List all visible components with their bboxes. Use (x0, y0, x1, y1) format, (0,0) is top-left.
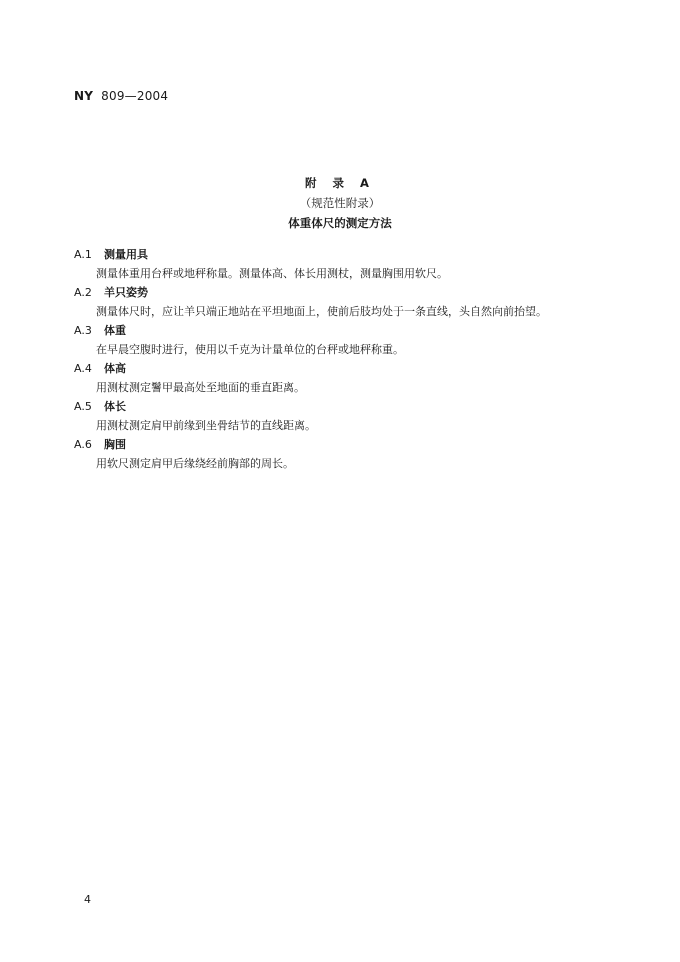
section-number: A.1 (74, 248, 92, 261)
section-heading (74, 435, 614, 454)
section-heading (74, 397, 614, 416)
section-number: A.4 (74, 362, 92, 375)
section-number: A.6 (74, 438, 92, 451)
appendix-title-block (0, 173, 680, 233)
section-number: A.2 (74, 286, 92, 299)
section-heading (74, 359, 614, 378)
section-a4 (74, 359, 614, 397)
page-number: 4 (84, 893, 91, 906)
section-a3 (74, 321, 614, 359)
standard-prefix: NY (74, 89, 94, 103)
section-title: 胸围 (104, 438, 126, 451)
section-body: 测量体重用台秤或地秤称量。测量体高、体长用测杖，测量胸围用软尺。 (96, 267, 448, 280)
section-body: 用测杖测定肩甲前缘到坐骨结节的直线距离。 (96, 419, 316, 432)
section-a1 (74, 245, 614, 283)
standard-code (74, 89, 168, 103)
section-a2 (74, 283, 614, 321)
standard-number: 809—2004 (101, 89, 169, 103)
section-title: 体长 (104, 400, 126, 413)
section-number: A.5 (74, 400, 92, 413)
section-number: A.3 (74, 324, 92, 337)
section-title: 测量用具 (104, 248, 148, 261)
section-a6 (74, 435, 614, 473)
sections-list (74, 245, 614, 473)
section-body: 用测杖测定鬐甲最高处至地面的垂直距离。 (96, 381, 305, 394)
section-title: 羊只姿势 (104, 286, 148, 299)
section-body: 测量体尺时，应让羊只端正地站在平坦地面上，使前后肢均处于一条直线，头自然向前抬望。 (96, 305, 547, 318)
section-heading (74, 283, 614, 302)
section-title: 体重 (104, 324, 126, 337)
section-body: 用软尺测定肩甲后缘绕经前胸部的周长。 (96, 457, 294, 470)
section-heading (74, 245, 614, 264)
section-heading (74, 321, 614, 340)
section-a5 (74, 397, 614, 435)
appendix-heading: 体重体尺的测定方法 (288, 216, 392, 230)
section-body: 在早晨空腹时进行，使用以千克为计量单位的台秤或地秤称重。 (96, 343, 404, 356)
appendix-subtitle: （规范性附录） (299, 196, 381, 210)
appendix-title: 附 录 A (305, 176, 375, 190)
section-title: 体高 (104, 362, 126, 375)
